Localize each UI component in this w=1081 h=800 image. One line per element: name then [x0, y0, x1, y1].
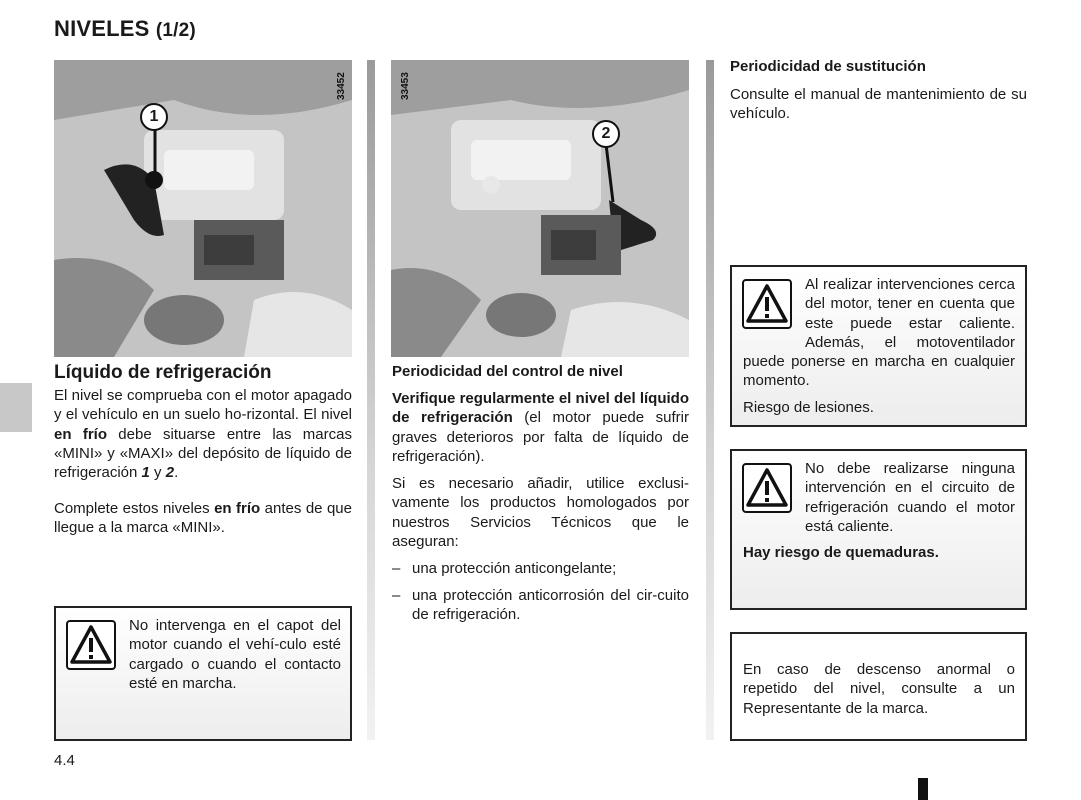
page-title: [54, 16, 196, 42]
column-divider-1: [367, 60, 375, 740]
warning-coolant-circuit-text: No debe realizarse ninguna intervención en el circuito de refrigeración cuando el motor está caliente.: [805, 460, 1015, 535]
warning-hot-engine-text: Al realizar intervenciones cerca del motor, tener en cuenta que este puede estar caliente. Además, el motoventilador puede ponerse en marcha en cualquier momento.: [743, 276, 1015, 390]
list-item: – una protección anticorrosión del cir-cuito de refrigeración.: [392, 587, 689, 624]
coolant-paragraph-2: Complete estos niveles en frío antes de que llegue a la marca «MINI».: [54, 500, 352, 537]
coolant-heading: Líquido de refrigeración: [54, 362, 272, 383]
list-item: – una protección anticongelante;: [392, 560, 617, 577]
warning-burn-risk: Hay riesgo de quemaduras.: [743, 544, 939, 561]
callout-1: 1: [140, 103, 168, 131]
title-subtitle: (1/2): [155, 20, 196, 41]
page-number: 4.4: [54, 752, 75, 769]
check-paragraph-2: Si es necesario añadir, utilice exclusi-vamente los productos homologados por nuestros Servicios Técnicos que le aseguran:: [392, 475, 689, 550]
warning-triangle-icon: [66, 620, 116, 670]
warning-triangle-icon: [742, 463, 792, 513]
column-divider-2: [706, 60, 714, 740]
coolant-paragraph-1: El nivel se comprueba con el motor apagado y el vehículo en un suelo ho-rizontal. El nivel en frío debe situarse entre las marcas «MINI» y «MAXI» del depósito de líquido de refrigeración 1 y 2.: [54, 387, 352, 482]
warning-box-hot-engine: [730, 265, 1027, 427]
warning-hood-text: No intervenga en el capot del motor cuando el vehí-culo esté cargado o cuando el contacto esté en marcha.: [129, 617, 341, 692]
check-paragraph-1: Verifique regularmente el nivel del líquido de refrigeración (el motor puede sufrir graves deterioros por falta de líquido de refrigeración).: [392, 390, 689, 465]
note-abnormal-level-text: En caso de descenso anormal o repetido del nivel, consulte a un Representante de la marca.: [743, 661, 1015, 717]
photo-id-2: 33453: [400, 72, 411, 100]
note-box-abnormal-level: [730, 632, 1027, 741]
reference-2: 2: [165, 464, 175, 482]
photo-id-1: 33452: [336, 72, 347, 100]
engine-bay-photo-2: [391, 60, 689, 357]
corner-mark: [918, 778, 928, 800]
warning-box-coolant-circuit: [730, 449, 1027, 610]
warning-injury-risk: Riesgo de lesiones.: [743, 399, 874, 416]
replacement-period-heading: Periodicidad de sustitución: [730, 58, 926, 75]
replacement-paragraph: Consulte el manual de mantenimiento de su vehículo.: [730, 86, 1027, 123]
engine-bay-photo-1: [54, 60, 352, 357]
warning-box-hood: [54, 606, 352, 741]
engine-bay-photo-icon: [391, 60, 689, 357]
title-text: NIVELES: [54, 16, 150, 41]
chapter-tab: [0, 383, 32, 432]
reference-1: 1: [141, 464, 150, 482]
engine-bay-photo-icon: [54, 60, 352, 357]
check-period-heading: Periodicidad del control de nivel: [392, 363, 623, 380]
callout-2: 2: [592, 120, 620, 148]
